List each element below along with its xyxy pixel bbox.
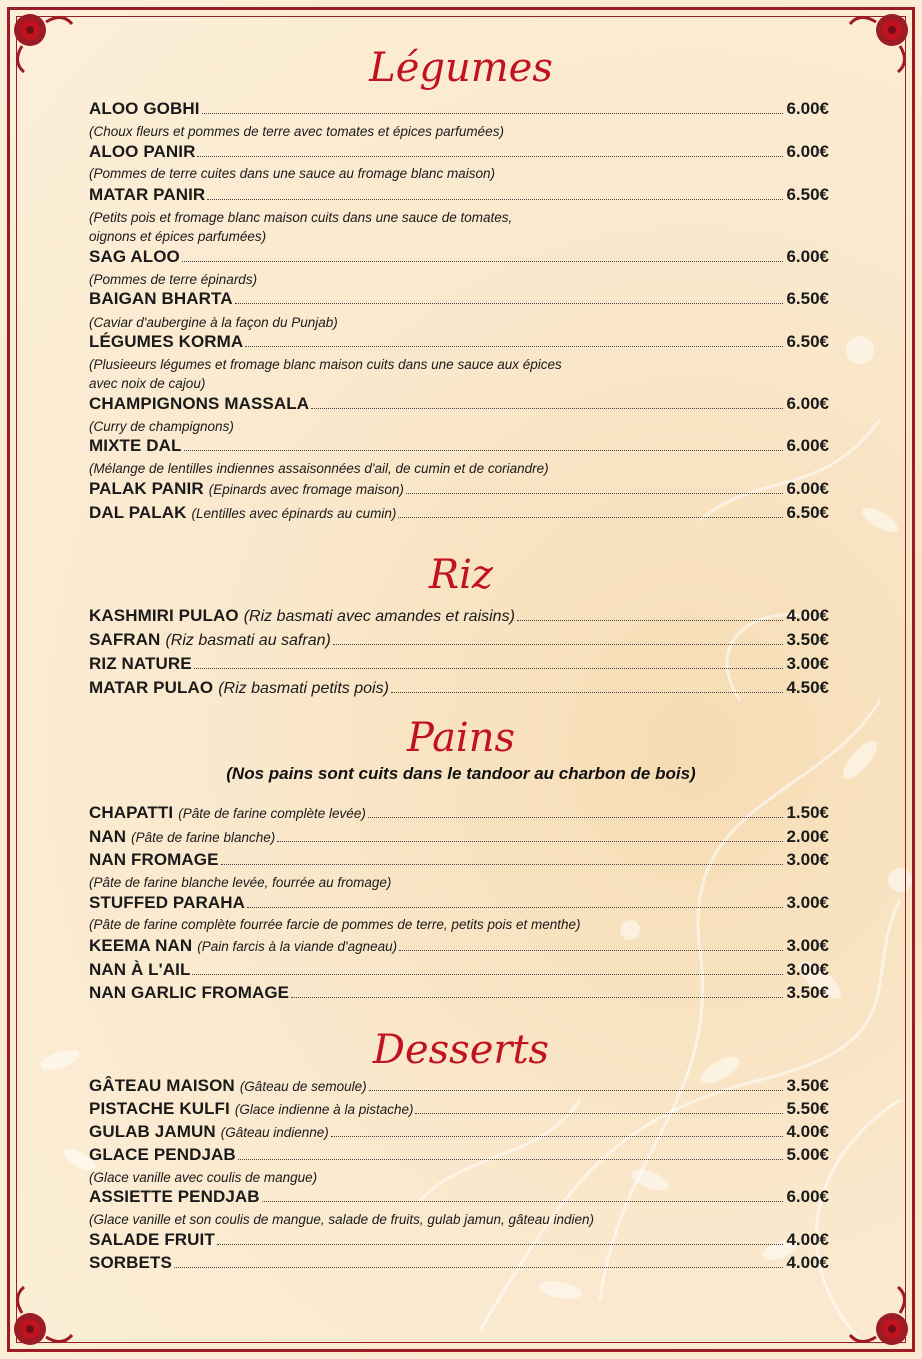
item-name: NAN (89, 827, 127, 846)
dot-leader (197, 156, 783, 157)
menu-item-keema-nan (89, 936, 829, 958)
item-price: 3.50€ (786, 983, 829, 1002)
item-inline-description: (Pain farcis à la viande d'agneau) (197, 939, 398, 954)
item-name: PISTACHE KULFI (89, 1099, 230, 1118)
pains-note: (Nos pains sont cuits dans le tandoor au charbon de bois) (226, 764, 696, 783)
menu-item-champignons-massala (89, 394, 829, 416)
item-price: 3.00€ (786, 960, 829, 979)
item-price: 2.00€ (786, 827, 829, 846)
menu-item-pistache-kulfi (89, 1099, 829, 1121)
dot-leader (182, 261, 784, 262)
dot-leader (517, 620, 784, 621)
dot-leader (174, 1267, 784, 1268)
dot-leader (207, 199, 783, 200)
item-name: SAFRAN (89, 630, 161, 649)
item-name: BAIGAN BHARTA (89, 289, 233, 308)
dot-leader (291, 997, 783, 998)
item-price: 6.50€ (786, 332, 829, 351)
item-name: DAL PALAK (89, 503, 187, 522)
menu-item-nan-fromage (89, 850, 829, 872)
menu-item-nan-a-l-ail (89, 960, 829, 982)
menu-item-assiette-pendjab (89, 1187, 829, 1209)
item-description: (Choux fleurs et pommes de terre avec tomates et épices parfumées) (89, 124, 504, 139)
item-inline-description: (Riz basmati avec amandes et raisins) (243, 608, 515, 625)
menu-item-legumes-korma (89, 332, 829, 354)
item-name: RIZ NATURE (89, 654, 192, 673)
item-name: CHAMPIGNONS MASSALA (89, 394, 310, 413)
item-price: 3.00€ (786, 936, 829, 955)
item-price: 6.00€ (786, 1187, 829, 1206)
item-name: NAN GARLIC FROMAGE (89, 983, 290, 1002)
dot-leader (202, 113, 784, 114)
menu-item-nan (89, 827, 829, 849)
item-description: (Pommes de terre épinards) (89, 272, 258, 287)
menu-item-aloo-panir (89, 142, 829, 164)
item-price: 3.00€ (786, 850, 829, 869)
section-title-pains: Pains (406, 715, 516, 761)
item-price: 3.50€ (786, 630, 829, 649)
dot-leader (311, 408, 783, 409)
item-inline-description: (Riz basmati au safran) (165, 632, 331, 649)
item-name: SORBETS (89, 1253, 172, 1272)
menu-item-gulab-jamun (89, 1122, 829, 1144)
section-title-riz: Riz (429, 552, 493, 598)
item-description: (Mélange de lentilles indiennes assaisonnées d'ail, de cumin et de coriandre) (89, 461, 549, 476)
item-description: (Petits pois et fromage blanc maison cuits dans une sauce de tomates, (89, 210, 513, 225)
item-name: STUFFED PARAHA (89, 893, 245, 912)
menu-item-aloo-gobhi (89, 99, 829, 121)
dot-leader (245, 346, 783, 347)
item-name: NAN À L'AIL (89, 960, 191, 979)
item-inline-description: (Glace indienne à la pistache) (234, 1102, 414, 1117)
item-price: 6.00€ (786, 99, 829, 118)
item-description: (Curry de champignons) (89, 419, 234, 434)
item-inline-description: (Gâteau de semoule) (239, 1079, 367, 1094)
menu-item-matar-pulao (89, 678, 829, 700)
menu-item-dal-palak (89, 503, 829, 525)
item-price: 3.50€ (786, 1076, 829, 1095)
menu-item-matar-panir (89, 185, 829, 207)
menu-item-chapatti (89, 803, 829, 825)
item-price: 5.50€ (786, 1099, 829, 1118)
item-price: 6.50€ (786, 289, 829, 308)
item-name: SAG ALOO (89, 247, 180, 266)
rose-ornament-icon (844, 1281, 920, 1357)
item-price: 6.00€ (786, 436, 829, 455)
dot-leader (184, 450, 784, 451)
item-name: MIXTE DAL (89, 436, 182, 455)
item-price: 6.00€ (786, 247, 829, 266)
item-name: ASSIETTE PENDJAB (89, 1187, 260, 1206)
item-name: PALAK PANIR (89, 479, 204, 498)
menu-item-gateau-maison (89, 1076, 829, 1098)
dot-leader (235, 303, 784, 304)
menu-item-kashmiri-pulao (89, 606, 829, 628)
item-price: 3.00€ (786, 654, 829, 673)
item-inline-description: (Epinards avec fromage maison) (208, 482, 404, 497)
menu-item-safran (89, 630, 829, 652)
item-inline-description: (Gâteau indienne) (220, 1125, 329, 1140)
item-name: MATAR PANIR (89, 185, 206, 204)
dot-leader (391, 692, 784, 693)
dot-leader (398, 517, 783, 518)
menu-item-salade-fruit (89, 1230, 829, 1252)
menu-item-riz-nature (89, 654, 829, 676)
dot-leader (415, 1113, 783, 1114)
dot-leader (221, 864, 784, 865)
item-name: ALOO PANIR (89, 142, 196, 161)
item-name: GÂTEAU MAISON (89, 1076, 235, 1095)
item-name: CHAPATTI (89, 803, 174, 822)
item-description-continued: oignons et épices parfumées) (89, 229, 267, 244)
dot-leader (192, 974, 783, 975)
item-price: 4.00€ (786, 1230, 829, 1249)
item-price: 4.50€ (786, 678, 829, 697)
item-description: (Glace vanille et son coulis de mangue, salade de fruits, gulab jamun, gâteau indien) (89, 1212, 595, 1227)
item-name: NAN FROMAGE (89, 850, 219, 869)
dot-leader (369, 1090, 784, 1091)
item-description: (Pâte de farine blanche levée, fourrée au fromage) (89, 875, 392, 890)
item-inline-description: (Pâte de farine complète levée) (178, 806, 366, 821)
item-description: (Pâte de farine complète fourrée farcie de pommes de terre, petits pois et menthe) (89, 917, 581, 932)
dot-leader (399, 950, 783, 951)
dot-leader (333, 644, 784, 645)
item-name: GLACE PENDJAB (89, 1145, 236, 1164)
menu-item-glace-pendjab (89, 1145, 829, 1167)
section-title-legumes: Légumes (369, 45, 553, 91)
menu-item-nan-garlic-fromage (89, 983, 829, 1005)
item-price: 6.00€ (786, 394, 829, 413)
dot-leader (194, 668, 784, 669)
item-description: (Plusieeurs légumes et fromage blanc maison cuits dans une sauce aux épices (89, 357, 562, 372)
section-title-desserts: Desserts (372, 1027, 550, 1073)
item-price: 4.00€ (786, 1253, 829, 1272)
menu-item-mixte-dal (89, 436, 829, 458)
item-name: MATAR PULAO (89, 678, 214, 697)
dot-leader (331, 1136, 784, 1137)
rose-ornament-icon (2, 1281, 78, 1357)
item-inline-description: (Riz basmati petits pois) (218, 680, 389, 697)
item-description: (Glace vanille avec coulis de mangue) (89, 1170, 318, 1185)
item-inline-description: (Pâte de farine blanche) (131, 830, 276, 845)
item-name: LÉGUMES KORMA (89, 332, 244, 351)
item-price: 5.00€ (786, 1145, 829, 1164)
item-price: 4.00€ (786, 606, 829, 625)
item-price: 6.50€ (786, 185, 829, 204)
dot-leader (277, 841, 783, 842)
item-description: (Pommes de terre cuites dans une sauce au fromage blanc maison) (89, 166, 495, 181)
item-price: 4.00€ (786, 1122, 829, 1141)
item-price: 3.00€ (786, 893, 829, 912)
item-name: KASHMIRI PULAO (89, 606, 239, 625)
menu-item-sorbets (89, 1253, 829, 1275)
dot-leader (368, 817, 784, 818)
item-description-continued: avec noix de cajou) (89, 376, 206, 391)
item-inline-description: (Lentilles avec épinards au cumin) (191, 506, 397, 521)
dot-leader (217, 1244, 784, 1245)
item-price: 6.00€ (786, 479, 829, 498)
item-description: (Caviar d'aubergine à la façon du Punjab) (89, 315, 338, 330)
item-name: ALOO GOBHI (89, 99, 200, 118)
menu-item-stuffed-paraha (89, 893, 829, 915)
item-price: 1.50€ (786, 803, 829, 822)
dot-leader (406, 493, 784, 494)
dot-leader (262, 1201, 784, 1202)
dot-leader (238, 1159, 784, 1160)
dot-leader (247, 907, 783, 908)
item-price: 6.50€ (786, 503, 829, 522)
item-name: GULAB JAMUN (89, 1122, 216, 1141)
menu-item-palak-panir (89, 479, 829, 501)
item-name: KEEMA NAN (89, 936, 193, 955)
item-name: SALADE FRUIT (89, 1230, 215, 1249)
menu-item-sag-aloo (89, 247, 829, 269)
item-price: 6.00€ (786, 142, 829, 161)
menu-item-baigan-bharta (89, 289, 829, 311)
